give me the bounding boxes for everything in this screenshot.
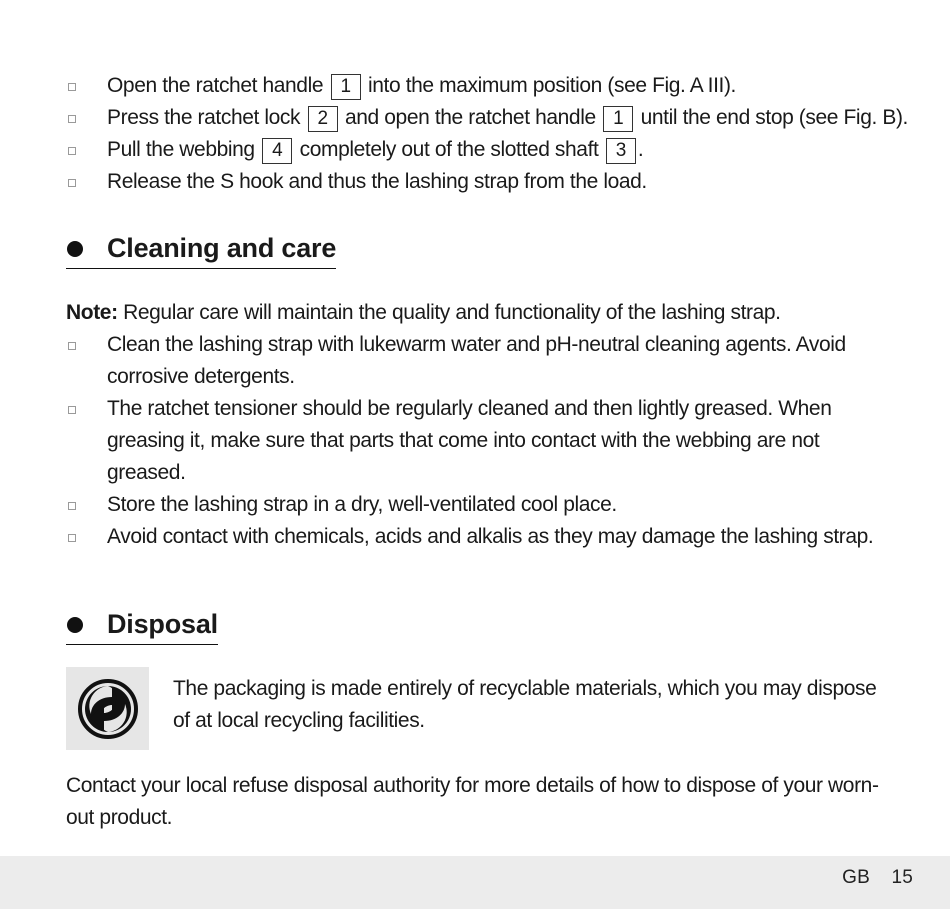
packaging-text: The packaging is made entirely of recyclable materials, which you may dispose of at local recycling facilities. <box>173 677 877 732</box>
list-item: Avoid contact with chemicals, acids and alkalis as they may damage the lashing strap. <box>66 521 886 553</box>
note-label: Note: <box>66 301 118 324</box>
language-code: GB <box>842 867 870 888</box>
page-footer <box>0 856 950 909</box>
section-heading-cleaning: Cleaning and care <box>66 233 336 269</box>
checkbox-icon <box>68 406 76 414</box>
checkbox-icon <box>68 502 76 510</box>
list-item: Release the S hook and thus the lashing strap from the load. <box>66 166 886 198</box>
checkbox-icon <box>68 534 76 542</box>
heading-bullet-icon <box>67 241 83 257</box>
note-paragraph: Note: Regular care will maintain the quality and functionality of the lashing strap. <box>66 301 781 324</box>
heading-bullet-icon <box>67 617 83 633</box>
page-content <box>66 70 908 834</box>
list-item: Press the ratchet lock 2 and open the ratchet handle 1 until the end stop (see Fig. B). <box>66 102 886 134</box>
packaging-disposal-row <box>66 667 886 750</box>
checkbox-icon <box>68 83 76 91</box>
release-steps-list <box>66 70 908 198</box>
green-dot-recycling-icon <box>66 667 149 750</box>
part-ref-badge: 4 <box>262 138 292 164</box>
part-ref-badge: 1 <box>331 74 361 100</box>
list-item: Store the lashing strap in a dry, well-ventilated cool place. <box>66 489 886 521</box>
recycling-symbol-svg <box>77 678 139 740</box>
contact-paragraph: Contact your local refuse disposal authority for more details of how to dispose of your worn-out product. <box>66 774 879 829</box>
footer-label <box>842 867 913 889</box>
cleaning-list <box>66 329 886 553</box>
list-item: The ratchet tensioner should be regularly cleaned and then lightly greased. When greasing it, make sure that parts that come into contact with the webbing are not greased. <box>66 393 886 489</box>
part-ref-badge: 2 <box>308 106 338 132</box>
part-ref-badge: 3 <box>606 138 636 164</box>
checkbox-icon <box>68 179 76 187</box>
section-heading-disposal: Disposal <box>66 609 218 645</box>
checkbox-icon <box>68 342 76 350</box>
list-item: Pull the webbing 4 completely out of the slotted shaft 3 . <box>66 134 886 166</box>
checkbox-icon <box>68 147 76 155</box>
list-item: Clean the lashing strap with lukewarm water and pH-neutral cleaning agents. Avoid corrosive detergents. <box>66 329 886 393</box>
list-item: Open the ratchet handle 1 into the maximum position (see Fig. A III). <box>66 70 886 102</box>
checkbox-icon <box>68 115 76 123</box>
part-ref-badge: 1 <box>603 106 633 132</box>
page-number: 15 <box>891 867 913 888</box>
